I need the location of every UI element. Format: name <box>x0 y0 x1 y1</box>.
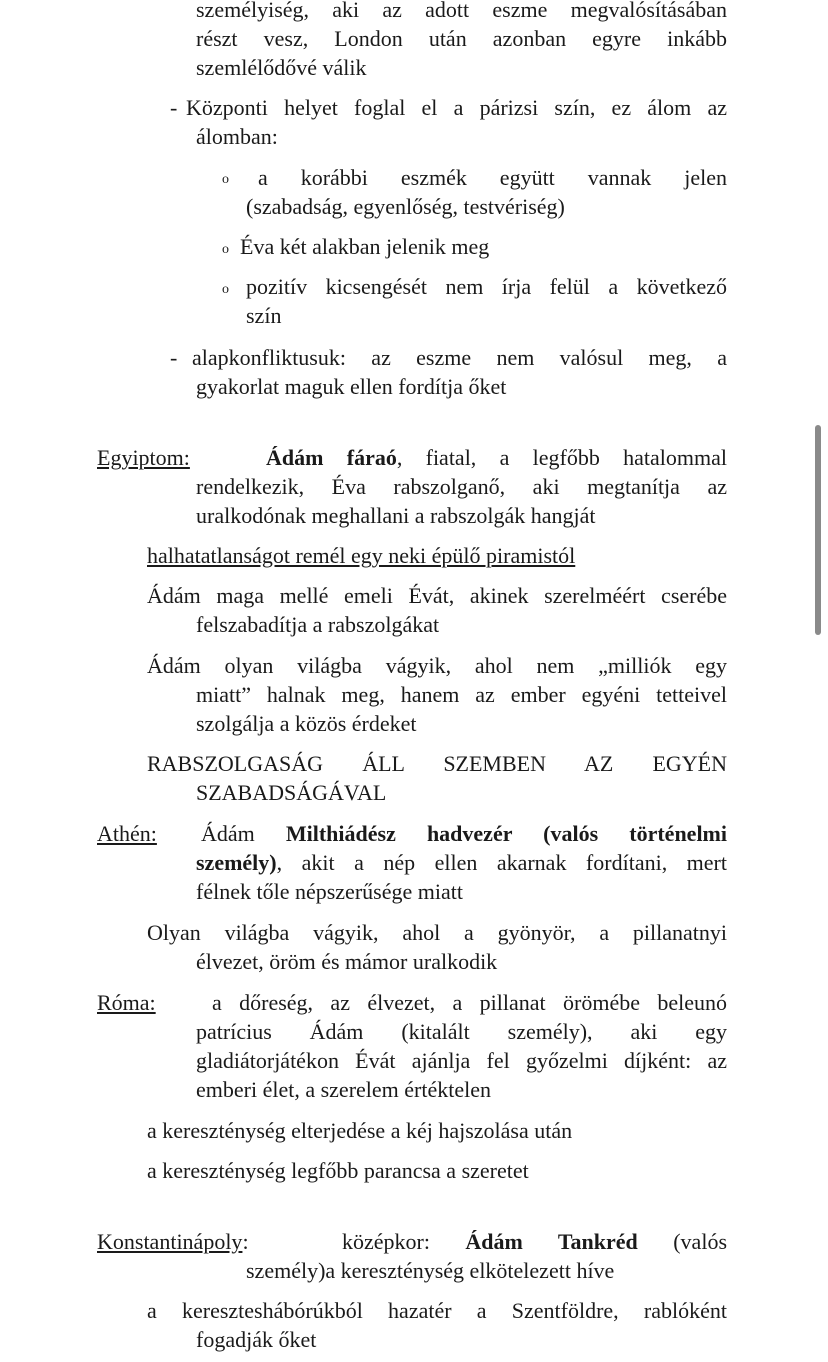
text-line: Ádám maga mellé emeli Évát, akinek szerelméért cserébe <box>147 583 727 608</box>
text-line: pozitív kicsengését nem írja felül a következő <box>246 274 727 299</box>
text-span: , fiatal, a legfőbb hatalommal <box>396 445 727 470</box>
scrollbar-thumb[interactable] <box>815 425 821 635</box>
text-line: a kereszteshábórúkból hazatér a Szentföldre, rablóként <box>147 1298 727 1323</box>
egypt-note-1: halhatatlanságot remél egy neki épülő piramistól <box>147 543 576 568</box>
dash-bullet: - <box>170 345 178 370</box>
central-paragraph <box>186 93 727 151</box>
section-label-athens: Athén: <box>97 821 157 846</box>
sub-item-3 <box>246 272 727 330</box>
text-line: gladiátorjátékon Évát ajánlja fel győzelmi díjként: az <box>196 1048 727 1073</box>
section-label-rome: Róma: <box>97 990 156 1015</box>
constantinople-paragraph <box>246 1227 727 1285</box>
circle-bullet: o <box>222 172 229 187</box>
text-line: Olyan világba vágyik, ahol a gyönyör, a pillanatnyi <box>147 920 727 945</box>
label-colon: : <box>242 1229 249 1254</box>
text-line: SZABADSÁGÁVAL <box>196 780 387 805</box>
text-line: RABSZOLGASÁG ÁLL SZEMBEN AZ EGYÉN <box>147 751 727 776</box>
text-span: középkor: <box>342 1229 430 1254</box>
text-line: szolgálja a közös érdeket <box>196 711 417 736</box>
circle-bullet: o <box>222 242 229 257</box>
text-line: személyiség, aki az adott eszme megvalósításában <box>196 0 727 22</box>
text-line: Éva két alakban jelenik meg <box>240 234 490 259</box>
text-line <box>196 848 727 877</box>
text-line: a dőreség, az élvezet, a pillanat örömébe beleunó <box>212 990 727 1015</box>
text-span: (valós <box>673 1229 727 1254</box>
text-span: Ádám <box>201 821 255 846</box>
text-line: személy)a kereszténység elkötelezett híve <box>246 1258 615 1283</box>
emphasis-text: Ádám fáraó <box>266 445 397 470</box>
text-line: fogadják őket <box>196 1327 317 1352</box>
text-line: álomban: <box>196 124 278 149</box>
text-line: félnek tőle népszerűsége miatt <box>196 879 463 904</box>
athens-paragraph <box>196 819 727 906</box>
rome-note-1: a kereszténység elterjedése a kéj hajszolása után <box>147 1118 573 1143</box>
text-line: Ádám olyan világba vágyik, ahol nem „milliók egy <box>147 653 727 678</box>
egypt-paragraph <box>196 443 727 530</box>
text-line: a korábbi eszmék együtt vannak jelen <box>258 165 727 190</box>
egypt-note-2 <box>147 581 727 639</box>
dash-bullet: - <box>170 95 178 120</box>
text-line: alapkonfliktusuk: az eszme nem valósul meg, a <box>192 345 727 370</box>
constantinople-note <box>147 1296 727 1354</box>
sub-item-1 <box>246 163 727 221</box>
emphasis-text: Milthiádész hadvezér (valós történelmi <box>285 821 727 846</box>
text-line: uralkodónak meghallani a rabszolgák hangját <box>196 503 596 528</box>
text-line: szemlélődővé válik <box>196 55 367 80</box>
text-span: , akit a nép ellen akarnak fordítani, mert <box>276 850 727 875</box>
text-line: felszabadítja a rabszolgákat <box>196 612 440 637</box>
rome-paragraph <box>196 988 727 1104</box>
intro-paragraph <box>196 0 727 82</box>
conflict-paragraph <box>192 343 727 401</box>
text-line: szín <box>246 303 282 328</box>
text-line: rendelkezik, Éva rabszolganő, aki megtanítja az <box>196 474 727 499</box>
section-label-constantinople <box>97 1227 249 1256</box>
emphasis-text: személy) <box>196 850 277 875</box>
rome-note-2: a kereszténység legfőbb parancsa a szeretet <box>147 1158 529 1183</box>
emphasis-text: Ádám Tankréd <box>465 1229 638 1254</box>
text-line: Központi helyet foglal el a párizsi szín, ez álom az <box>186 95 727 120</box>
text-line: patrícius Ádám (kitalált személy), aki egy <box>196 1019 727 1044</box>
text-line: részt vesz, London után azonban egyre inkább <box>196 26 727 51</box>
label-text: Konstantinápoly <box>97 1229 243 1254</box>
athens-note <box>147 918 727 976</box>
egypt-note-3 <box>147 651 727 738</box>
text-line: gyakorlat maguk ellen fordítja őket <box>196 374 507 399</box>
text-line: miatt” halnak meg, hanem az ember egyéni tetteivel <box>196 682 727 707</box>
text-line: emberi élet, a szerelem értéktelen <box>196 1077 491 1102</box>
text-line: (szabadság, egyenlőség, testvériség) <box>246 194 565 219</box>
text-line <box>246 1227 727 1256</box>
text-line <box>196 443 727 472</box>
text-line <box>196 819 727 848</box>
sub-item-2 <box>240 232 727 261</box>
text-line: élvezet, öröm és mámor uralkodik <box>196 949 498 974</box>
section-label-egypt: Egyiptom: <box>97 445 190 470</box>
circle-bullet: o <box>222 282 229 297</box>
egypt-note-4 <box>147 749 727 807</box>
